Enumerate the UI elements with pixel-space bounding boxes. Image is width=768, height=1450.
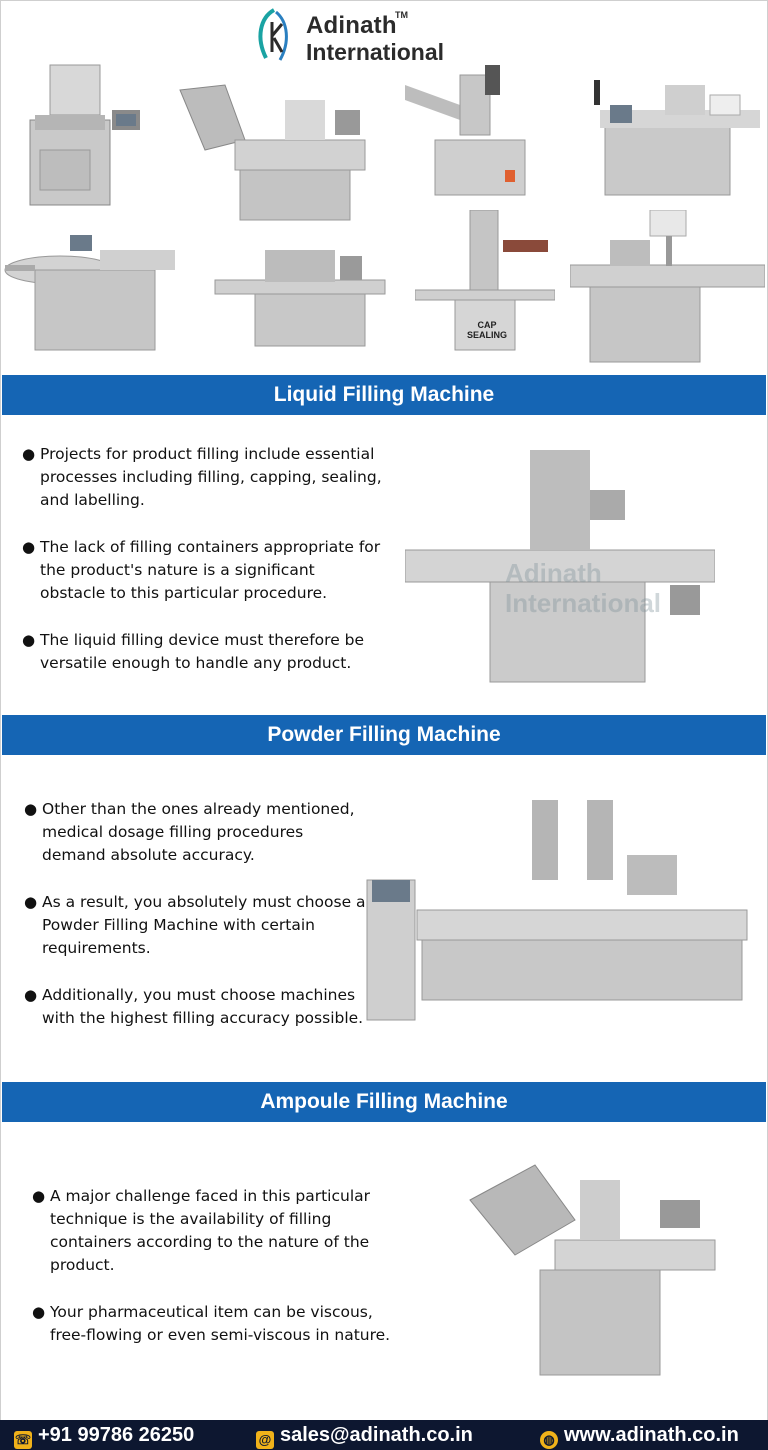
phone-icon: ☏: [14, 1432, 32, 1447]
powder-filling-machine-photo: [362, 800, 752, 1030]
watermark: Adinath: [505, 558, 602, 588]
bullet-item: [32, 1301, 402, 1347]
machine-photo-labeller: [590, 70, 765, 200]
footer-contact-bar: [0, 1420, 768, 1450]
globe-icon: ◍: [540, 1431, 558, 1449]
machine-photo-cap-sealer: [415, 210, 555, 355]
bullet-dot: ●: [24, 800, 38, 818]
machine-photo-inline-filler: [210, 250, 390, 350]
machine-photo-washer: [20, 60, 145, 210]
bullet-dot: ●: [24, 893, 38, 911]
email-icon: @: [256, 1431, 274, 1449]
bullet-dot: ●: [32, 1187, 46, 1205]
machine-photo-ampoule-filler: [175, 80, 380, 225]
machine-photo-sticker-labeller: [570, 210, 765, 370]
brand-tm: TM: [395, 10, 408, 20]
bullet-item: [22, 536, 382, 605]
bullet-item: [24, 798, 369, 867]
footer-website[interactable]: [540, 1420, 739, 1450]
brand-name-line1: Adinath: [306, 12, 397, 39]
bullet-dot: ●: [24, 986, 38, 1004]
bullet-text: The lack of filling containers appropriate for the product's nature is a significant obstacle to this particular procedure.: [40, 538, 381, 602]
machine-photo-rotary: [0, 230, 185, 360]
powder-bullets: [24, 798, 369, 1054]
cap-sealing-label: CAP SEALING: [466, 320, 507, 340]
bullet-dot: ●: [22, 631, 36, 649]
bullet-item: [22, 443, 382, 512]
email-text: sales@adinath.co.in: [280, 1424, 473, 1446]
bullet-dot: ●: [32, 1303, 46, 1321]
section-title-ampoule: Ampoule Filling Machine: [2, 1082, 766, 1122]
bullet-item: [32, 1185, 402, 1277]
bullet-item: [22, 629, 382, 675]
footer-email[interactable]: [256, 1420, 473, 1450]
bullet-text: The liquid filling device must therefore be versatile enough to handle any product.: [40, 631, 365, 672]
machine-photo-capper: [400, 60, 530, 200]
watermark: International: [505, 588, 662, 618]
bullet-text: Additionally, you must choose machines with the highest filling accuracy possible.: [42, 986, 364, 1027]
bullet-text: A major challenge faced in this particular technique is the availability of filling containers according to the nature of the product.: [50, 1187, 370, 1274]
bullet-text: As a result, you absolutely must choose a Powder Filling Machine with certain requirements.: [42, 893, 366, 957]
section-title-liquid: Liquid Filling Machine: [2, 375, 766, 415]
brand-logo: [252, 6, 472, 64]
footer-phone[interactable]: [14, 1420, 194, 1450]
ampoule-bullets: [32, 1185, 402, 1371]
brand-name-line2: International: [306, 39, 445, 65]
bullet-item: [24, 891, 369, 960]
section-title-powder: Powder Filling Machine: [2, 715, 766, 755]
bullet-dot: ●: [22, 445, 36, 463]
bullet-text: Other than the ones already mentioned, medical dosage filling procedures demand absolute accuracy.: [42, 800, 355, 864]
machine-gallery: [0, 60, 768, 374]
logo-mark-icon: [252, 8, 296, 62]
bullet-item: [24, 984, 369, 1030]
bullet-text: Your pharmaceutical item can be viscous, free-flowing or even semi-viscous in nature.: [50, 1303, 391, 1344]
phone-text: +91 99786 26250: [38, 1424, 195, 1446]
bullet-text: Projects for product filling include essential processes including filling, capping, sealing, and labelling.: [40, 445, 382, 509]
liquid-filling-machine-photo: [405, 440, 715, 690]
ampoule-filling-machine-photo: [465, 1160, 725, 1385]
bullet-dot: ●: [22, 538, 36, 556]
liquid-bullets: [22, 443, 382, 699]
website-text: www.adinath.co.in: [564, 1424, 739, 1446]
